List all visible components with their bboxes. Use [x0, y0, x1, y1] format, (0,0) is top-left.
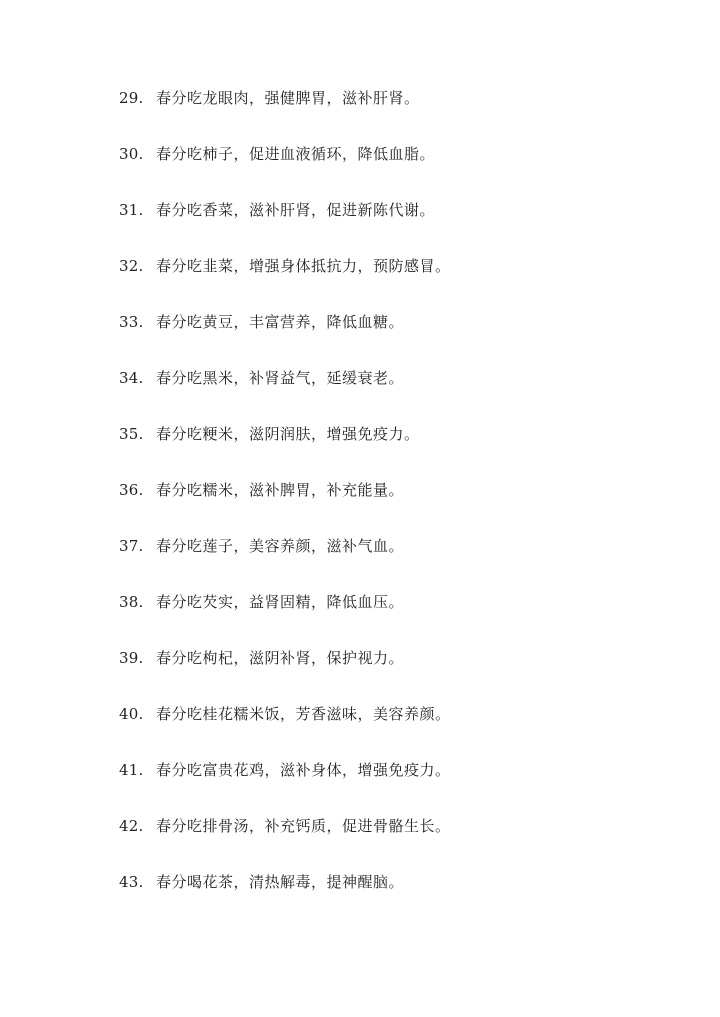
item-number: 36.	[119, 481, 144, 499]
item-number: 34.	[119, 369, 144, 387]
item-text: 春分吃香菜，滋补肝肾，促进新陈代谢。	[156, 201, 436, 219]
list-item	[119, 86, 451, 142]
list-item	[119, 198, 451, 254]
item-number: 37.	[119, 537, 144, 555]
item-text: 春分吃芡实，益肾固精，降低血压。	[156, 593, 405, 611]
list-item	[119, 646, 451, 702]
item-text: 春分吃龙眼肉，强健脾胃，滋补肝肾。	[156, 89, 420, 107]
item-number: 40.	[119, 705, 144, 723]
item-number: 30.	[119, 145, 144, 163]
item-text: 春分喝花茶，清热解毒，提神醒脑。	[156, 873, 405, 891]
item-text: 春分吃富贵花鸡，滋补身体，增强免疫力。	[156, 761, 451, 779]
list-item	[119, 758, 451, 814]
item-number: 32.	[119, 257, 144, 275]
list-item	[119, 702, 451, 758]
item-text: 春分吃黑米，补肾益气，延缓衰老。	[156, 369, 405, 387]
list-item	[119, 590, 451, 646]
list-item	[119, 870, 451, 926]
item-number: 42.	[119, 817, 144, 835]
item-text: 春分吃糯米，滋补脾胃，补充能量。	[156, 481, 405, 499]
list-item	[119, 478, 451, 534]
item-text: 春分吃粳米，滋阴润肤，增强免疫力。	[156, 425, 420, 443]
item-number: 29.	[119, 89, 144, 107]
item-number: 33.	[119, 313, 144, 331]
numbered-list	[119, 86, 451, 926]
item-number: 41.	[119, 761, 144, 779]
item-text: 春分吃柿子，促进血液循环，降低血脂。	[156, 145, 436, 163]
list-item	[119, 254, 451, 310]
list-item	[119, 534, 451, 590]
item-text: 春分吃韭菜，增强身体抵抗力，预防感冒。	[156, 257, 451, 275]
list-item	[119, 814, 451, 870]
item-text: 春分吃枸杞，滋阴补肾，保护视力。	[156, 649, 405, 667]
list-item	[119, 142, 451, 198]
item-number: 39.	[119, 649, 144, 667]
item-number: 35.	[119, 425, 144, 443]
list-item	[119, 310, 451, 366]
list-item	[119, 422, 451, 478]
item-text: 春分吃莲子，美容养颜，滋补气血。	[156, 537, 405, 555]
item-text: 春分吃黄豆，丰富营养，降低血糖。	[156, 313, 405, 331]
item-number: 43.	[119, 873, 144, 891]
item-text: 春分吃排骨汤，补充钙质，促进骨骼生长。	[156, 817, 451, 835]
list-item	[119, 366, 451, 422]
item-number: 38.	[119, 593, 144, 611]
item-text: 春分吃桂花糯米饭，芳香滋味，美容养颜。	[156, 705, 451, 723]
item-number: 31.	[119, 201, 144, 219]
